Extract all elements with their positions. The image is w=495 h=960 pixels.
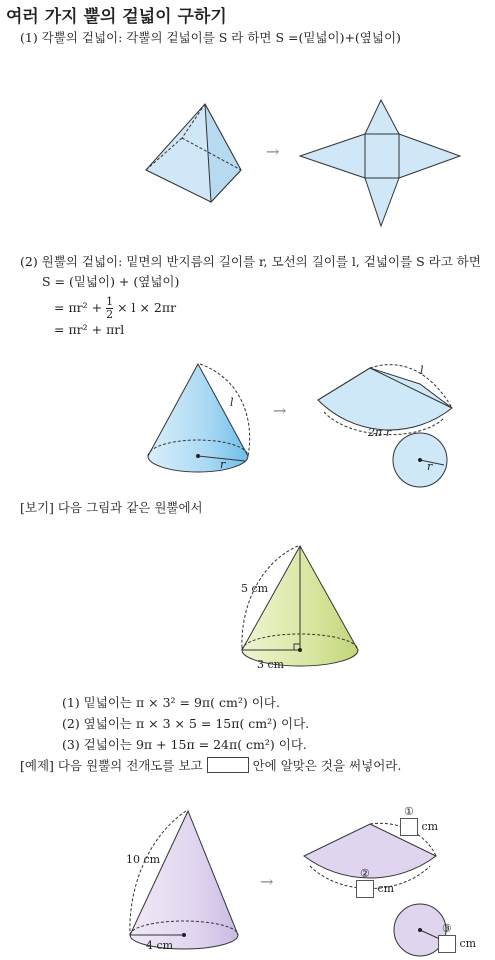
- pyramid-net-figure: [295, 98, 465, 228]
- answer-box: [438, 935, 456, 953]
- radius-label: r: [220, 458, 226, 471]
- arrow-icon: →: [266, 142, 280, 161]
- section-1-label: (1) 각뿔의 겉넓이: 각뿔의 겉넓이를 S 라 하면 S =(밑넓이)+(옆넓이): [20, 30, 401, 45]
- arrow-icon: →: [273, 401, 287, 420]
- slant-label: l: [230, 396, 234, 409]
- blue-cone-figure: [140, 358, 265, 483]
- blank-3: ③ cm: [438, 922, 476, 953]
- bogi-label: [보기] 다음 그림과 같은 원뿔에서: [20, 500, 203, 515]
- pyramid-figure: [140, 98, 260, 213]
- answer-box: [356, 880, 374, 898]
- blank-1: ① cm: [400, 805, 438, 836]
- section-2-label: (2) 원뿔의 겉넓이: 밑면의 반지름의 길이를 r, 모선의 길이를 l, 겉넓이를 S 라고 하면: [20, 254, 481, 269]
- radius-label: 4 cm: [146, 939, 174, 952]
- purple-cone-figure: [120, 805, 250, 955]
- formula-line-1: S = (밑넓이) + (옆넓이): [42, 274, 180, 289]
- green-cone-figure: [225, 540, 375, 675]
- formula-line-2: = πr² + $\frac{1}{2}$ × l × 2πr: [54, 295, 177, 321]
- bogi-item-3: (3) 겉넓이는 9π + 15π = 24π( cm²) 이다.: [62, 737, 307, 752]
- example-label: [예제] 다음 원뿔의 전개도를 보고 안에 알맞은 것을 써넣어라.: [20, 758, 402, 773]
- blue-cone-net-figure: [310, 360, 470, 490]
- formula-line-3: = πr² + πrl: [54, 322, 125, 337]
- answer-box: [207, 757, 249, 773]
- radius-label: r: [427, 460, 433, 473]
- arrow-icon: →: [260, 872, 274, 891]
- slant-label: 10 cm: [126, 853, 161, 866]
- bogi-item-1: (1) 밑넓이는 π × 3² = 9π( cm²) 이다.: [62, 695, 280, 710]
- radius-label: 3 cm: [257, 658, 285, 671]
- arc-label: 2π r: [368, 426, 391, 439]
- page-title: 여러 가지 뿔의 겉넓이 구하기: [6, 7, 227, 27]
- answer-box: [400, 818, 418, 836]
- slant-label: l: [420, 364, 424, 377]
- blank-2: ② cm: [356, 867, 394, 898]
- bogi-item-2: (2) 옆넓이는 π × 3 × 5 = 15π( cm²) 이다.: [62, 716, 310, 731]
- slant-label: 5 cm: [241, 582, 269, 595]
